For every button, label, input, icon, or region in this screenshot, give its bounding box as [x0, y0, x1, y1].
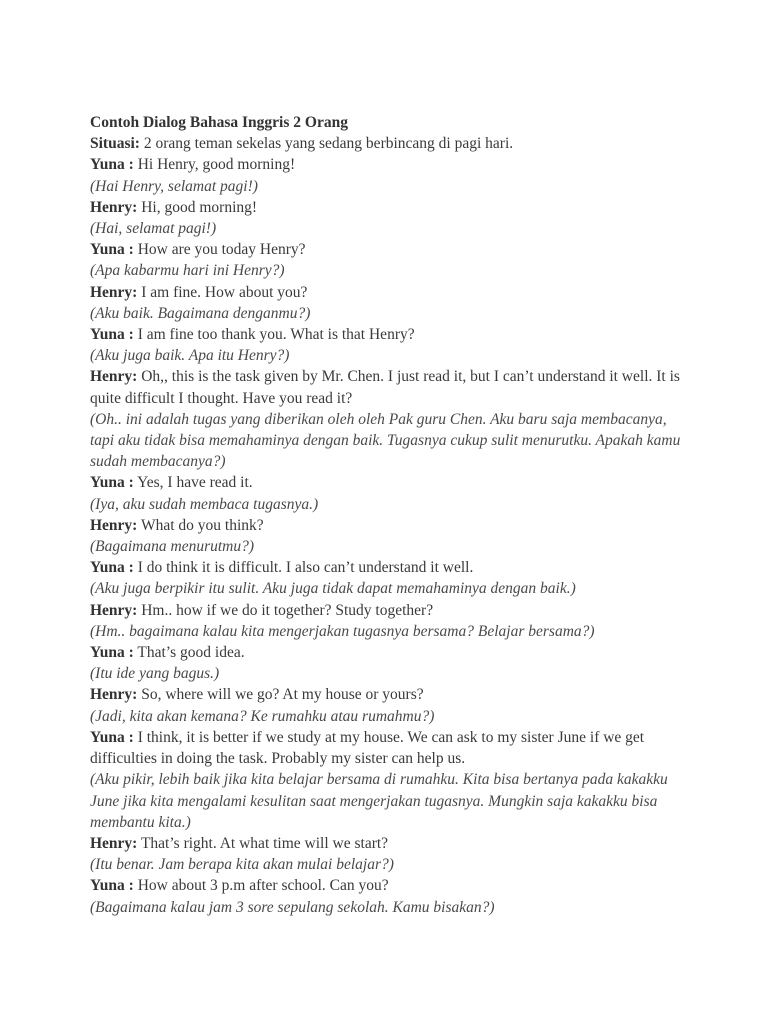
dialog-turn	[90, 833, 690, 875]
dialog-line	[90, 727, 690, 769]
speaker-name: Henry:	[90, 601, 138, 619]
translation-line: (Jadi, kita akan kemana? Ke rumahku atau rumahmu?)	[90, 707, 435, 725]
dialog-text: How about 3 p.m after school. Can you?	[133, 877, 389, 895]
dialog-text: I do think it is difficult. I also can’t understand it well.	[133, 559, 474, 577]
dialog-line	[90, 684, 690, 705]
situation-text: 2 orang teman sekelas yang sedang berbincang di pagi hari.	[139, 135, 514, 153]
translation-line: (Iya, aku sudah membaca tugasnya.)	[90, 495, 319, 513]
speaker-name: Yuna :	[90, 728, 134, 746]
speaker-name: Henry:	[90, 368, 138, 386]
translation-line: (Aku baik. Bagaimana denganmu?)	[90, 304, 311, 322]
dialog-turn	[90, 875, 690, 917]
speaker-name: Yuna :	[90, 559, 134, 577]
dialog-line	[90, 600, 690, 621]
translation-line: (Itu benar. Jam berapa kita akan mulai belajar?)	[90, 856, 394, 874]
dialog-turn	[90, 366, 690, 472]
speaker-name: Henry:	[90, 516, 138, 534]
dialog-turn	[90, 282, 690, 324]
translation-line: (Itu ide yang bagus.)	[90, 665, 220, 683]
dialog-turn	[90, 515, 690, 557]
speaker-name: Yuna :	[90, 877, 134, 895]
dialog-line	[90, 282, 690, 303]
situation-line	[90, 133, 690, 154]
dialog-text: So, where will we go? At my house or yours?	[137, 686, 424, 704]
translation-line: (Aku juga berpikir itu sulit. Aku juga tidak dapat memahaminya dengan baik.)	[90, 580, 576, 598]
dialog-line	[90, 197, 690, 218]
dialog-text: That’s good idea.	[133, 644, 245, 662]
translation-line: (Apa kabarmu hari ini Henry?)	[90, 262, 285, 280]
speaker-name: Henry:	[90, 686, 138, 704]
speaker-name: Yuna :	[90, 474, 134, 492]
dialog-text: Hi Henry, good morning!	[133, 156, 296, 174]
translation-line: (Hai, selamat pagi!)	[90, 220, 217, 238]
translation-line: (Aku pikir, lebih baik jika kita belajar bersama di rumahku. Kita bisa bertanya pada kakakku June jika kita mengalami kesulitan saat mengerjakan tugasnya. Mungkin saja kakakku bisa membantu kita.)	[90, 771, 668, 831]
dialog-text: Oh,, this is the task given by Mr. Chen. I just read it, but I can’t understand it well. It is quite difficult I thought. Have you read it?	[90, 368, 680, 407]
dialog-text: I am fine. How about you?	[137, 283, 308, 301]
dialog-turn	[90, 557, 690, 599]
translation-line: (Hai Henry, selamat pagi!)	[90, 177, 258, 195]
dialog-text: How are you today Henry?	[133, 241, 306, 259]
dialog-turn	[90, 684, 690, 726]
dialog-line	[90, 642, 690, 663]
speaker-name: Henry:	[90, 834, 138, 852]
translation-line: (Aku juga baik. Apa itu Henry?)	[90, 347, 290, 365]
translation-line: (Bagaimana menurutmu?)	[90, 538, 255, 556]
speaker-name: Henry:	[90, 198, 138, 216]
translation-line: (Bagaimana kalau jam 3 sore sepulang sekolah. Kamu bisakan?)	[90, 898, 495, 916]
dialog-turn	[90, 472, 690, 514]
dialog-line	[90, 324, 690, 345]
dialog-line	[90, 472, 690, 493]
dialog-turn	[90, 324, 690, 366]
dialog-text: That’s right. At what time will we start?	[137, 834, 389, 852]
speaker-name: Yuna :	[90, 326, 134, 344]
speaker-name: Yuna :	[90, 241, 134, 259]
dialog-line	[90, 833, 690, 854]
dialog-turn	[90, 600, 690, 642]
dialog-text: Hi, good morning!	[137, 198, 258, 216]
speaker-name: Yuna :	[90, 644, 134, 662]
dialog-turn	[90, 642, 690, 684]
situation-label: Situasi:	[90, 135, 140, 153]
dialog-text: Yes, I have read it.	[133, 474, 253, 492]
dialog-turn	[90, 727, 690, 833]
translation-line: (Hm.. bagaimana kalau kita mengerjakan tugasnya bersama? Belajar bersama?)	[90, 622, 595, 640]
dialog-line	[90, 366, 690, 408]
document-title: Contoh Dialog Bahasa Inggris 2 Orang	[90, 114, 348, 131]
dialog-turn	[90, 154, 690, 196]
document-page	[90, 112, 690, 918]
dialog-line	[90, 875, 690, 896]
dialog-line	[90, 239, 690, 260]
dialog-turn	[90, 239, 690, 281]
speaker-name: Henry:	[90, 283, 138, 301]
speaker-name: Yuna :	[90, 156, 134, 174]
dialog-line	[90, 154, 690, 175]
dialog-line	[90, 515, 690, 536]
dialog-line	[90, 557, 690, 578]
dialog-text: I am fine too thank you. What is that Henry?	[133, 326, 415, 344]
dialog-text: Hm.. how if we do it together? Study together?	[137, 601, 434, 619]
dialog-text: I think, it is better if we study at my house. We can ask to my sister June if we get difficulties in doing the task. Probably my sister can help us.	[90, 728, 645, 768]
translation-line: (Oh.. ini adalah tugas yang diberikan oleh oleh Pak guru Chen. Aku baru saja membacanya, tapi aku tidak bisa memahaminya dengan baik. Tugasnya cukup sulit menurutku. Apakah kamu sudah membacanya?)	[90, 410, 681, 471]
dialog-turn	[90, 197, 690, 239]
dialog-text: What do you think?	[137, 516, 264, 534]
